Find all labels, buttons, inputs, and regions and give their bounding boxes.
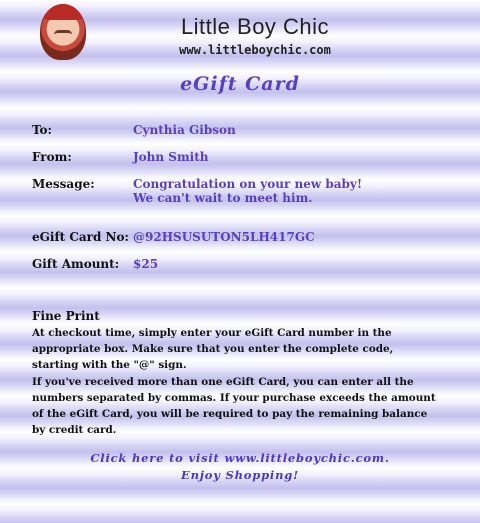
message-line-1: Congratulation on your new baby!	[133, 177, 363, 191]
fine-print-title: Fine Print	[32, 309, 100, 323]
card-number-label: eGift Card No:	[32, 230, 129, 244]
to-value: Cynthia Gibson	[133, 123, 236, 137]
fine-print-paragraph-1: At checkout time, simply enter your eGift Card number in the appropriate box. Make sure that you enter the complete code, starting with the "@" sign.	[32, 327, 394, 371]
message-label: Message:	[32, 177, 95, 191]
amount-value: $25	[133, 257, 159, 271]
message-value	[133, 177, 362, 205]
baby-photo-logo	[40, 4, 86, 60]
cta-block	[60, 450, 420, 484]
site-url: www.littleboychic.com	[179, 43, 331, 57]
to-label: To:	[32, 123, 52, 137]
card-title: eGift Card	[180, 73, 300, 95]
from-value: John Smith	[133, 150, 209, 164]
visit-site-link[interactable]: Click here to visit www.littleboychic.com.	[90, 451, 390, 465]
site-name: Little Boy Chic	[180, 14, 330, 39]
card-number-value: @92HSUSUTON5LH417GC	[133, 230, 315, 244]
fine-print-paragraph-2: If you've received more than one eGift Card, you can enter all the numbers separated by commas. If your purchase exceeds the amount of the eGift Card, you will be required to pay the remaining balance by credit card.	[32, 376, 436, 436]
header	[0, 0, 480, 66]
message-line-2: We can't wait to meet him.	[133, 191, 313, 205]
from-label: From:	[32, 150, 72, 164]
amount-label: Gift Amount:	[32, 257, 120, 271]
enjoy-shopping-text: Enjoy Shopping!	[181, 468, 299, 482]
